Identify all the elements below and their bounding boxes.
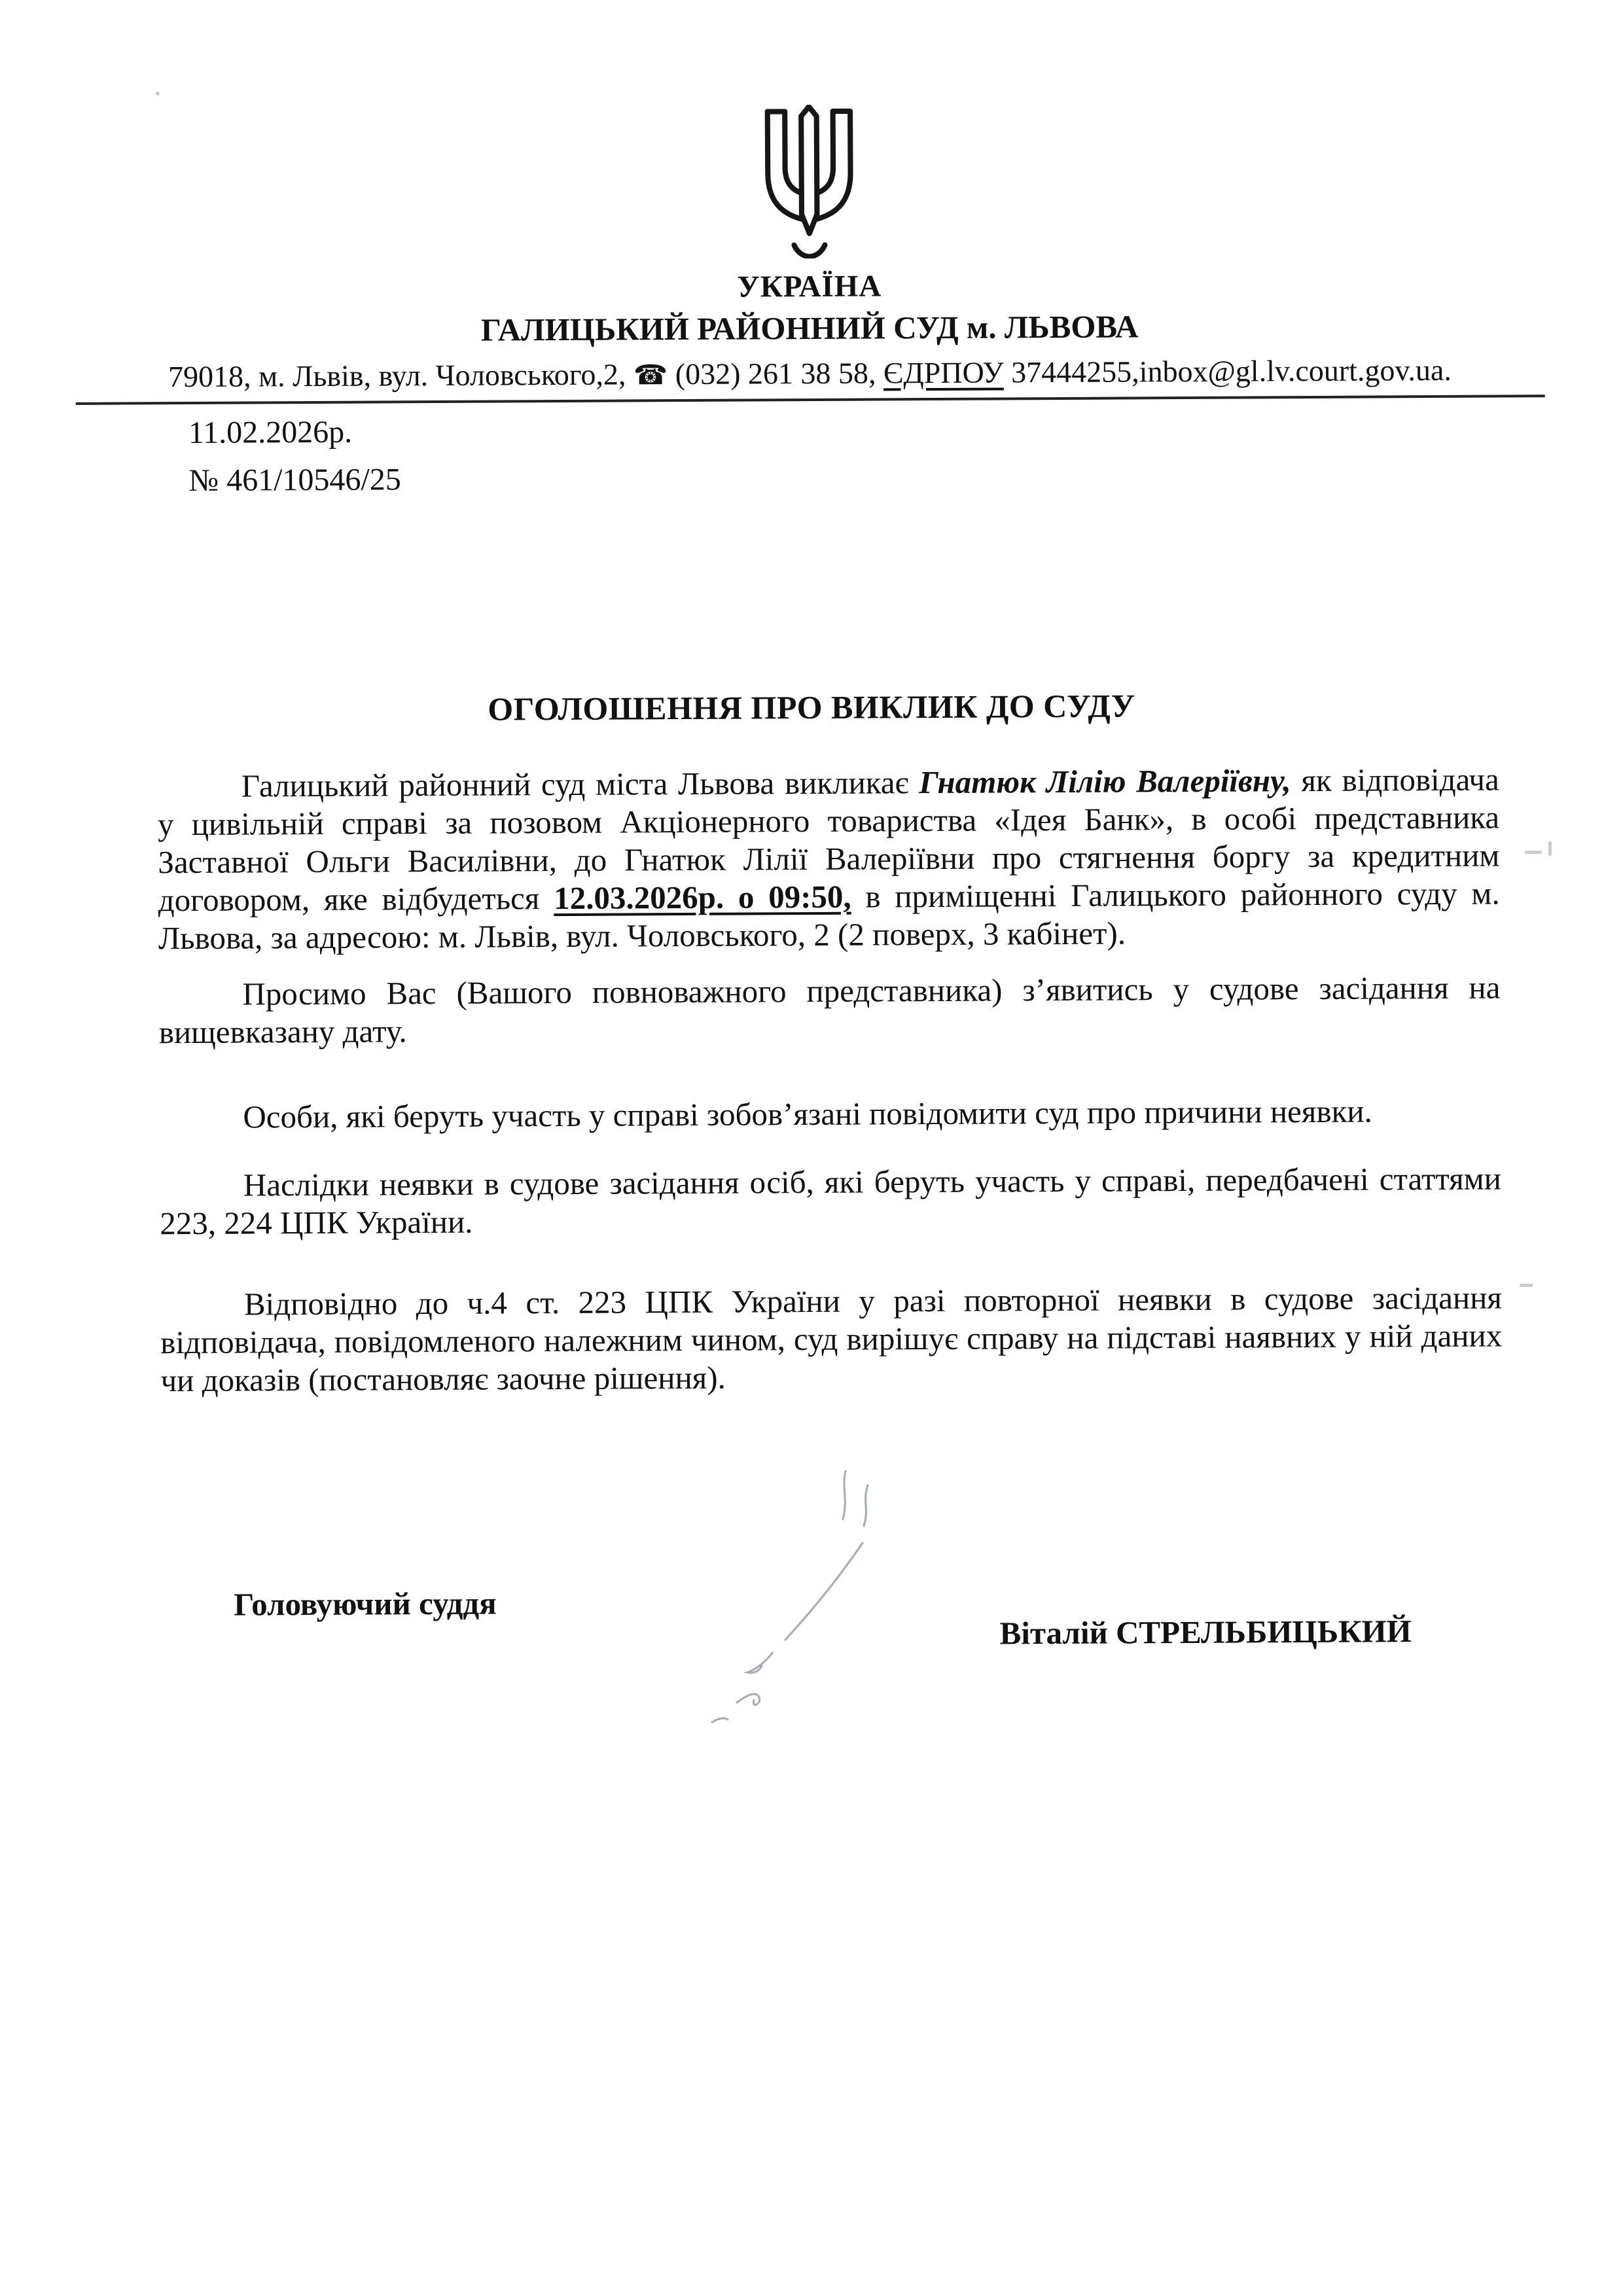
country-name: УКРАЇНА	[737, 269, 882, 304]
body-paragraph-article-223: Відповідно до ч.4 ст. 223 ЦПК України у разі повторної неявки в судове засідання відповідача, повідомленого належним чином, суд вирішує справу на підставі наявних у ній даних чи доказів (постановляє заочне рішення).	[160, 1279, 1503, 1399]
paragraph-text: як відповідача у цивільній справі за позовом Акціонерного товариства «Ідея Банк», в особі представника Заставної Ольги Василівни, до Гнатюк Лілії Валеріївни про стягнення боргу за кредитним договором, яке відбудеться	[157, 761, 1500, 919]
body-paragraph-request: Просимо Вас (Вашого повноважного представника) з’явитись у судове засідання на вищевказану дату.	[158, 969, 1501, 1051]
phone-number: (032) 261 38 58,	[668, 356, 884, 391]
judge-name: Віталій СТРЕЛЬБИЦЬКИЙ	[999, 1613, 1412, 1651]
phone-icon: ☎	[633, 359, 668, 391]
document-title: ОГОЛОШЕННЯ ПРО ВИКЛИК ДО СУДУ	[488, 687, 1136, 728]
signature-block	[5, 1578, 1623, 1731]
court-address-text: 79018, м. Львів, вул. Чоловського,2,	[168, 357, 634, 394]
edrpou-label: ЄДРПОУ	[883, 355, 1004, 390]
scan-artifact	[1520, 1284, 1533, 1287]
body-paragraph-summons	[158, 761, 1500, 958]
judge-title-label: Головуючий суддя	[234, 1585, 497, 1623]
scan-artifact	[156, 92, 160, 96]
edrpou-and-email: 37444255,inbox@gl.lv.court.gov.ua.	[1003, 353, 1452, 389]
document-body	[158, 761, 1503, 1400]
body-paragraph-consequences: Наслідки неявки в судове засідання осіб, які беруть участь у справі, передбачені статтями 223, 224 ЦПК України.	[160, 1160, 1502, 1242]
case-number: № 461/10546/25	[188, 462, 401, 498]
defendant-name: Гнатюк Лілію Валеріївну,	[919, 762, 1291, 801]
paragraph-text: Галицький районний суд міста Львова викликає	[241, 764, 919, 804]
letter-date: 11.02.2026р.	[188, 414, 353, 450]
scan-artifact	[1525, 851, 1542, 854]
ukraine-trident-emblem-icon	[748, 105, 870, 259]
letter-meta	[188, 408, 1622, 499]
hearing-datetime: 12.03.2026р. о 09:50,	[553, 878, 851, 917]
paragraph-text: в приміщенні Галицького районного суду м. Львова, за адресою: м. Львів, вул. Чоловського, 2 (2 поверх, 3 кабінет).	[158, 875, 1500, 957]
scan-artifact	[1548, 841, 1552, 856]
court-address-line	[75, 352, 1544, 405]
court-name: ГАЛИЦЬКИЙ РАЙОННИЙ СУД м. ЛЬВОВА	[480, 308, 1139, 348]
body-paragraph-obligation: Особи, які беруть участь у справі зобов’язані повідомити суд про причини неявки.	[243, 1093, 1372, 1135]
